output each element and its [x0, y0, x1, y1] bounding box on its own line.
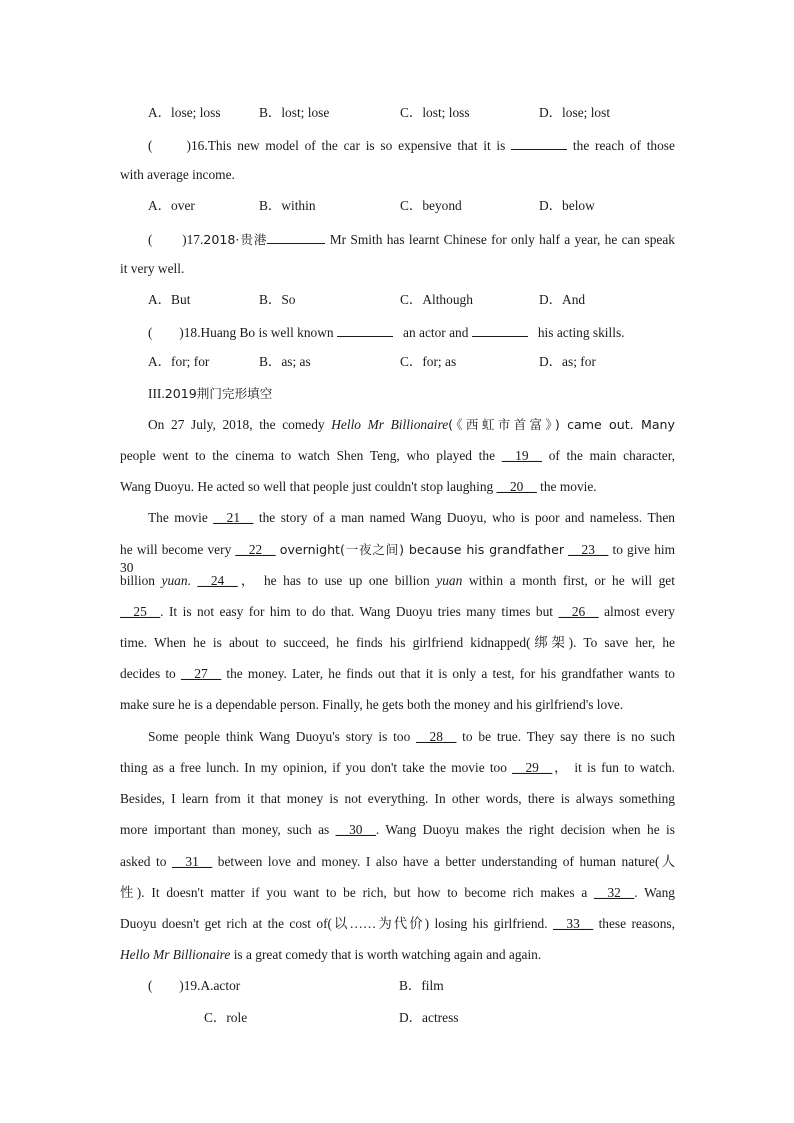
q19-option-c: C．role [204, 1010, 248, 1025]
blank-32: __32__ [594, 885, 635, 900]
passage-text: overnight(一夜之间) because his grandfather [279, 542, 565, 557]
q17-prefix: ( )17. [148, 232, 204, 247]
movie-title: Hello Mr Billionaire [331, 417, 449, 432]
q18-option-a: A．for; for [148, 354, 210, 369]
q17-text-b: Mr Smith has learnt Chinese for only half a year, he can speak [329, 232, 675, 247]
q17-line-2: it very well. [120, 261, 185, 276]
passage-line-7 [120, 603, 675, 621]
q16-prefix: ( )16. [148, 138, 208, 153]
yuan-word: yuan [161, 573, 188, 588]
q17-option-b: B．So [259, 292, 296, 307]
passage-text: more important than money, such as [120, 822, 330, 837]
blank-22: __22__ [235, 542, 276, 557]
blank-25: __25__ [120, 604, 161, 619]
passage-line-13: Besides, I learn from it that money is not everything. In other words, there is always something [120, 791, 675, 806]
passage-text: is a great comedy that is worth watching again and again. [233, 947, 542, 962]
passage-line-16 [120, 884, 675, 902]
q16-answer-blank [511, 135, 567, 150]
section-numeral: III. [148, 386, 165, 401]
q19-option-d: D．actress [399, 1010, 459, 1025]
passage-line-3 [120, 478, 675, 496]
q16-option-a: A．over [148, 198, 195, 213]
passage-text: billion [120, 573, 155, 588]
q16-option-d: D．below [539, 198, 595, 213]
q19-option-b: B．film [399, 978, 444, 993]
blank-20: __20__ [496, 479, 537, 494]
passage-line-1 [148, 416, 675, 434]
passage-text: the money. Later, he finds out that it is only a test, for his grandfather wants to [226, 666, 675, 681]
q18-line-1 [148, 322, 675, 342]
passage-line-10: make sure he is a dependable person. Finally, he gets both the money and his girlfriend's love. [120, 697, 624, 712]
passage-text: ， it is fun to watch. [552, 760, 675, 775]
q19-line-1 [148, 977, 675, 995]
passage-text: The movie [148, 510, 208, 525]
q15-option-d: D．lose; lost [539, 105, 611, 120]
q16-option-c: C．beyond [400, 198, 462, 213]
passage-text: decides to [120, 666, 176, 681]
q19-option-a: A.actor [200, 978, 241, 993]
q15-option-a: A．lose; loss [148, 105, 221, 120]
passage-line-14 [120, 821, 675, 839]
q19-prefix: ( )19. [148, 978, 201, 993]
passage-text: . Wang [634, 885, 675, 900]
passage-text: . It is not easy for him to do that. Wang Duoyu tries many times but [160, 604, 553, 619]
q18-option-c: C．for; as [400, 354, 457, 369]
passage-text: the movie. [540, 479, 597, 494]
q18-text-a: Huang Bo is well known [200, 325, 334, 340]
passage-text: between love and money. I also have a better understanding of human nature(人 [217, 854, 675, 869]
passage-text: On 27 July, 2018, the comedy [148, 417, 325, 432]
q18-prefix: ( )18. [148, 325, 201, 340]
q17-option-d: D．And [539, 292, 586, 307]
passage-line-11 [148, 728, 675, 746]
blank-31: __31__ [172, 854, 213, 869]
blank-27: __27__ [180, 666, 222, 681]
passage-text: . Wang Duoyu makes the right decision when he is [375, 822, 675, 837]
passage-text: of the main character, [548, 448, 675, 463]
passage-line-8 [120, 634, 675, 652]
section-heading [148, 385, 675, 403]
passage-text: asked to [120, 854, 167, 869]
q16-line-2: with average income. [120, 167, 235, 182]
passage-text: he will become very [120, 542, 232, 557]
q17-answer-blank [267, 229, 325, 244]
q17-option-c: C．Although [400, 292, 473, 307]
q15-option-b: B．lost; lose [259, 105, 330, 120]
passage-line-15 [120, 853, 675, 871]
q16-text-b: the reach of those [572, 138, 675, 153]
q18-option-b: B．as; as [259, 354, 311, 369]
passage-text: within a month first, or he will get [468, 573, 675, 588]
blank-33: __33__ [552, 916, 594, 931]
q18-option-d: D．as; for [539, 354, 596, 369]
blank-24: __24__ [197, 573, 238, 588]
passage-text: these reasons, [598, 916, 675, 931]
passage-text: (《西虹市首富》) came out. Many [448, 417, 675, 432]
passage-line-18 [120, 946, 675, 964]
q16-option-b: B．within [259, 198, 316, 213]
passage-text: to be true. They say there is no such [462, 729, 675, 744]
q17-source: 2018·贵港 [203, 232, 268, 247]
q18-answer-blank-1 [337, 322, 393, 337]
q17-option-a: A．But [148, 292, 191, 307]
passage-text: Duoyu doesn't get rich at the cost of(以……为代价) losing his girlfriend. [120, 916, 548, 931]
passage-text: 性). It doesn't matter if you want to be rich, but how to become rich makes a [120, 885, 588, 900]
q18-answer-blank-2 [472, 322, 528, 337]
q18-text-c: his acting skills. [537, 325, 625, 340]
passage-line-2 [120, 447, 675, 465]
passage-line-17 [120, 915, 675, 933]
q16-text-a: This new model of the car is so expensive that it is [207, 138, 506, 153]
passage-text: thing as a free lunch. In my opinion, if you don't take the movie too [120, 760, 507, 775]
blank-28: __28__ [416, 729, 457, 744]
blank-23: __23__ [568, 542, 609, 557]
blank-21: __21__ [213, 510, 254, 525]
passage-text: Some people think Wang Duoyu's story is too [148, 729, 411, 744]
passage-text: to give him 30 [120, 542, 676, 575]
passage-line-12 [120, 759, 675, 777]
q16-line-1 [148, 135, 675, 155]
blank-30: __30__ [335, 822, 376, 837]
yuan-word: yuan [436, 573, 463, 588]
passage-text: almost every [604, 604, 675, 619]
passage-text: Wang Duoyu. He acted so well that people just couldn't stop laughing [120, 479, 494, 494]
passage-text: ， he has to use up one billion [237, 573, 430, 588]
movie-title: Hello Mr Billionaire [120, 947, 231, 962]
section-title: 2019荆门完形填空 [164, 386, 273, 401]
q17-line-1 [148, 229, 675, 249]
passage-text: . [187, 573, 191, 588]
blank-29: __29__ [512, 760, 553, 775]
passage-text: people went to the cinema to watch Shen Teng, who played the [120, 448, 496, 463]
blank-26: __26__ [558, 604, 599, 619]
passage-text: the story of a man named Wang Duoyu, who is poor and nameless. Then [258, 510, 675, 525]
q18-text-b: an actor and [403, 325, 469, 340]
passage-line-4 [148, 509, 675, 527]
passage-text: time. When he is about to succeed, he finds his girlfriend kidnapped(绑架). To save her, he [120, 635, 675, 650]
passage-line-6 [120, 572, 675, 590]
passage-line-9 [120, 665, 675, 683]
q15-option-c: C．lost; loss [400, 105, 470, 120]
blank-19: __19__ [501, 448, 542, 463]
